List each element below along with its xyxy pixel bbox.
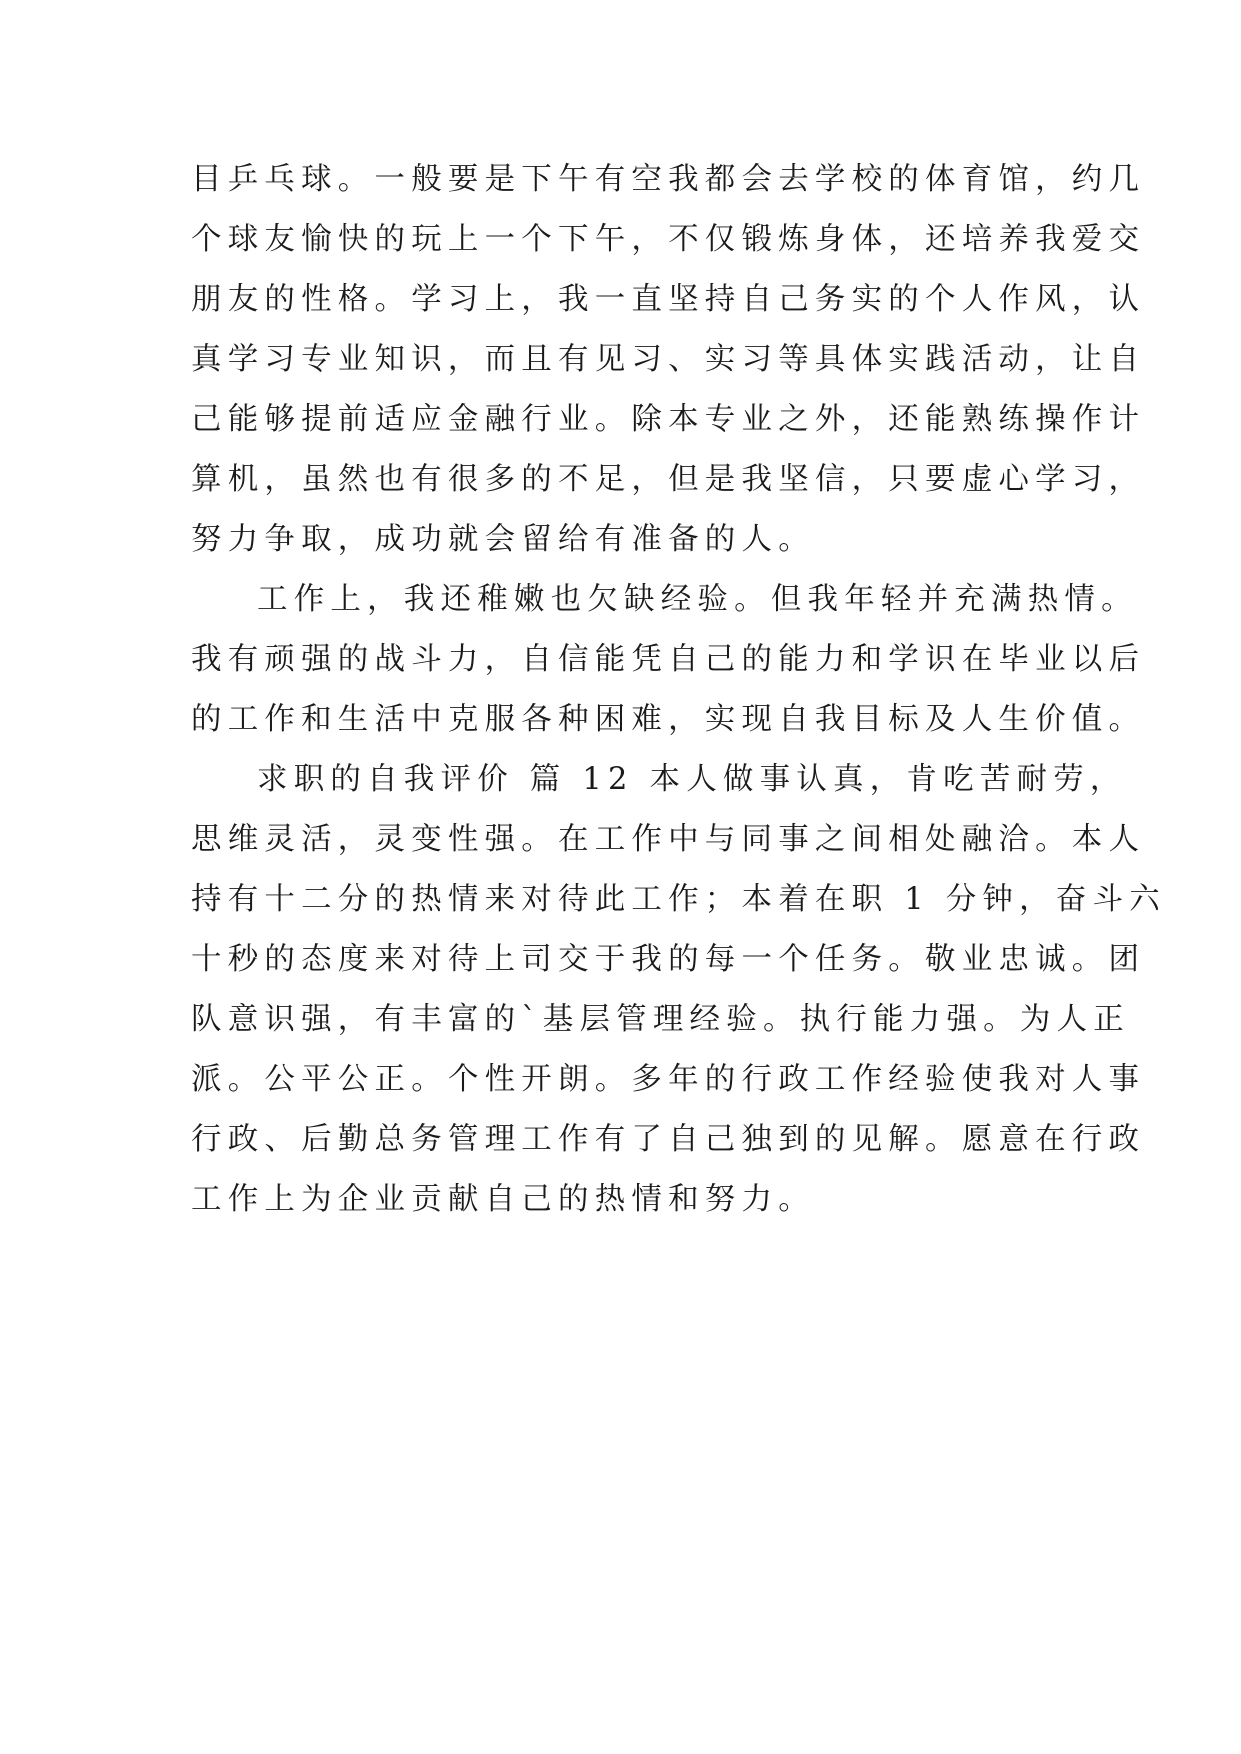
text-line: 个球友愉快的玩上一个下午，不仅锻炼身体，还培养我爱交 (191, 222, 1146, 257)
text-line: 朋友的性格。学习上，我一直坚持自己务实的个人作风，认 (191, 282, 1146, 317)
text-line: 我有顽强的战斗力，自信能凭自己的能力和学识在毕业以后 (191, 642, 1146, 677)
text-line: 己能够提前适应金融行业。除本专业之外，还能熟练操作计 (191, 402, 1146, 437)
text-line: 工作上为企业贡献自己的热情和努力。 (191, 1182, 815, 1217)
text-line: 努力争取，成功就会留给有准备的人。 (191, 522, 815, 557)
text-line: 持有十二分的热情来对待此工作；本着在职 1 分钟，奋斗六 (191, 882, 1166, 917)
text-line: 十秒的态度来对待上司交于我的每一个任务。敬业忠诚。团 (191, 942, 1146, 977)
text-line: 真学习专业知识，而且有见习、实习等具体实践活动，让自 (191, 342, 1146, 377)
text-line: 队意识强，有丰富的`基层管理经验。执行能力强。为人正 (191, 1002, 1130, 1037)
text-line: 行政、后勤总务管理工作有了自己独到的见解。愿意在行政 (191, 1122, 1146, 1157)
text-line: 算机，虽然也有很多的不足，但是我坚信，只要虚心学习， (191, 462, 1146, 497)
text-line: 思维灵活，灵变性强。在工作中与同事之间相处融洽。本人 (191, 822, 1146, 857)
text-line: 派。公平公正。个性开朗。多年的行政工作经验使我对人事 (191, 1062, 1146, 1097)
text-line: 目乒乓球。一般要是下午有空我都会去学校的体育馆，约几 (191, 162, 1146, 197)
section-heading-line: 求职的自我评价 篇 12 本人做事认真，肯吃苦耐劳， (257, 762, 1127, 797)
text-line: 的工作和生活中克服各种困难，实现自我目标及人生价值。 (191, 702, 1146, 737)
text-line: 工作上，我还稚嫩也欠缺经验。但我年轻并充满热情。 (257, 582, 1138, 617)
